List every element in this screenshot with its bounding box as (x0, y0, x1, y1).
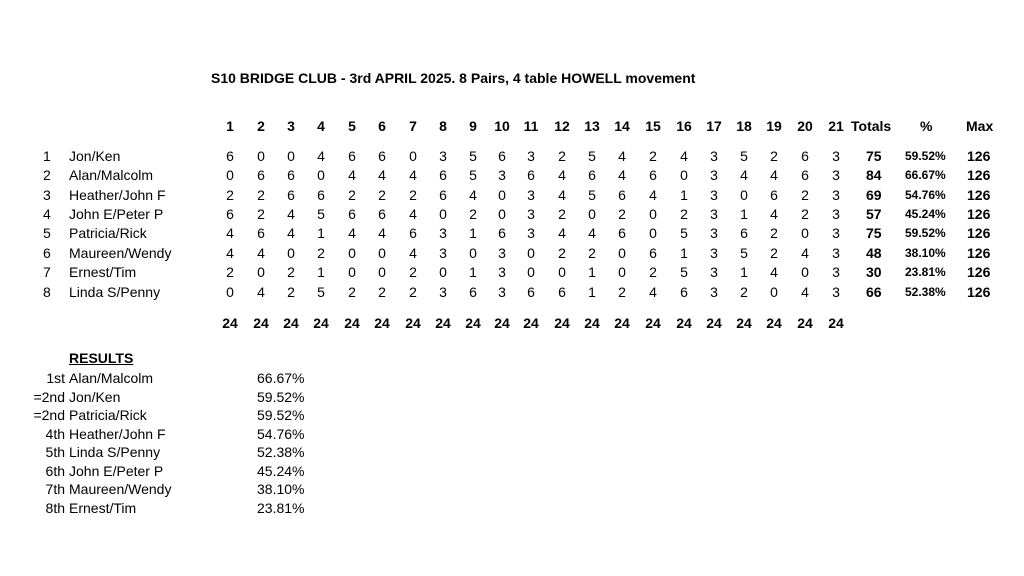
score-cell: 2 (588, 245, 596, 261)
score-cell: 2 (226, 187, 234, 203)
score-cell: 2 (770, 225, 778, 241)
column-header: 15 (645, 118, 661, 134)
results-title: RESULTS (69, 350, 134, 366)
pair-name: Ernest/Tim (69, 264, 137, 280)
score-cell: 6 (649, 167, 657, 183)
result-place: =2nd (33, 407, 65, 423)
row-percent: 45.24% (905, 207, 946, 221)
score-cell: 2 (348, 284, 356, 300)
row-max: 126 (967, 187, 991, 203)
column-header: 3 (287, 118, 295, 134)
row-total: 84 (866, 167, 882, 183)
score-cell: 0 (469, 245, 477, 261)
row-max: 126 (967, 264, 991, 280)
score-cell: 2 (287, 264, 295, 280)
score-cell: 6 (348, 148, 356, 164)
score-cell: 2 (558, 206, 566, 222)
score-cell: 2 (801, 187, 809, 203)
score-cell: 2 (378, 187, 386, 203)
score-cell: 4 (740, 167, 748, 183)
score-cell: 2 (558, 245, 566, 261)
column-total: 24 (222, 315, 238, 331)
row-total: 66 (866, 284, 882, 300)
column-header: 9 (469, 118, 477, 134)
score-cell: 4 (409, 206, 417, 222)
pair-name: Heather/John F (69, 187, 166, 203)
row-percent: 54.76% (905, 188, 946, 202)
score-cell: 3 (527, 206, 535, 222)
column-total: 24 (676, 315, 692, 331)
score-cell: 2 (801, 206, 809, 222)
column-total: 24 (374, 315, 390, 331)
score-cell: 4 (378, 225, 386, 241)
score-cell: 3 (710, 264, 718, 280)
score-cell: 2 (317, 245, 325, 261)
score-cell: 2 (257, 187, 265, 203)
column-total: 24 (494, 315, 510, 331)
score-cell: 6 (287, 167, 295, 183)
row-total: 75 (866, 148, 882, 164)
column-total: 24 (828, 315, 844, 331)
score-cell: 2 (469, 206, 477, 222)
row-percent: 66.67% (905, 168, 946, 182)
score-cell: 0 (770, 284, 778, 300)
score-cell: 0 (226, 284, 234, 300)
score-cell: 4 (588, 225, 596, 241)
score-cell: 0 (527, 264, 535, 280)
score-cell: 3 (832, 206, 840, 222)
score-cell: 3 (527, 148, 535, 164)
score-cell: 4 (770, 206, 778, 222)
row-max: 126 (967, 148, 991, 164)
result-place: 1st (46, 370, 65, 386)
score-cell: 5 (317, 284, 325, 300)
score-cell: 6 (257, 167, 265, 183)
score-cell: 4 (287, 225, 295, 241)
score-cell: 3 (439, 245, 447, 261)
score-cell: 1 (740, 264, 748, 280)
score-cell: 4 (257, 284, 265, 300)
column-total: 24 (766, 315, 782, 331)
score-cell: 6 (348, 206, 356, 222)
result-name: Alan/Malcolm (69, 370, 154, 386)
score-cell: 3 (832, 264, 840, 280)
score-cell: 4 (226, 225, 234, 241)
score-cell: 6 (649, 245, 657, 261)
score-cell: 2 (409, 187, 417, 203)
score-cell: 2 (649, 148, 657, 164)
score-cell: 3 (439, 148, 447, 164)
score-cell: 2 (770, 245, 778, 261)
score-cell: 3 (498, 167, 506, 183)
column-total: 24 (405, 315, 421, 331)
score-cell: 0 (226, 167, 234, 183)
column-total: 24 (645, 315, 661, 331)
score-cell: 4 (558, 167, 566, 183)
score-cell: 3 (832, 167, 840, 183)
score-cell: 2 (226, 264, 234, 280)
score-cell: 6 (618, 187, 626, 203)
score-cell: 4 (618, 148, 626, 164)
score-cell: 2 (378, 284, 386, 300)
pair-name: Jon/Ken (69, 148, 121, 164)
row-position: 1 (43, 148, 51, 164)
score-cell: 0 (588, 206, 596, 222)
score-cell: 4 (558, 187, 566, 203)
pair-name: Alan/Malcolm (69, 167, 154, 183)
score-cell: 3 (832, 245, 840, 261)
score-cell: 6 (378, 148, 386, 164)
score-cell: 6 (498, 148, 506, 164)
score-cell: 0 (439, 264, 447, 280)
column-header: 1 (226, 118, 234, 134)
column-header: 17 (706, 118, 722, 134)
score-cell: 2 (680, 206, 688, 222)
column-total: 24 (554, 315, 570, 331)
score-cell: 3 (832, 187, 840, 203)
row-max: 126 (967, 284, 991, 300)
score-cell: 5 (317, 206, 325, 222)
column-total: 24 (736, 315, 752, 331)
score-cell: 6 (257, 225, 265, 241)
row-position: 8 (43, 284, 51, 300)
score-cell: 1 (317, 264, 325, 280)
result-percent: 59.52% (257, 407, 305, 423)
score-cell: 4 (409, 167, 417, 183)
max-header: Max (966, 118, 994, 134)
score-cell: 3 (710, 148, 718, 164)
score-cell: 0 (257, 148, 265, 164)
score-cell: 6 (226, 206, 234, 222)
column-header: 7 (409, 118, 417, 134)
score-cell: 5 (469, 148, 477, 164)
column-header: 18 (736, 118, 752, 134)
score-cell: 3 (439, 225, 447, 241)
score-cell: 4 (801, 284, 809, 300)
score-cell: 4 (287, 206, 295, 222)
column-header: 19 (766, 118, 782, 134)
pair-name: Patricia/Rick (69, 225, 147, 241)
score-cell: 2 (348, 187, 356, 203)
row-position: 6 (43, 245, 51, 261)
score-cell: 4 (378, 167, 386, 183)
result-percent: 54.76% (257, 426, 305, 442)
column-header: 4 (317, 118, 325, 134)
score-cell: 1 (469, 264, 477, 280)
result-percent: 38.10% (257, 481, 305, 497)
score-cell: 1 (588, 284, 596, 300)
column-header: 2 (257, 118, 265, 134)
score-cell: 4 (469, 187, 477, 203)
score-cell: 6 (558, 284, 566, 300)
row-position: 7 (43, 264, 51, 280)
result-place: 8th (45, 500, 65, 516)
column-header: 16 (676, 118, 692, 134)
score-cell: 5 (740, 245, 748, 261)
score-cell: 2 (618, 206, 626, 222)
result-percent: 52.38% (257, 444, 305, 460)
result-place: 7th (45, 481, 65, 497)
column-total: 24 (797, 315, 813, 331)
result-name: Jon/Ken (69, 389, 121, 405)
score-cell: 4 (348, 225, 356, 241)
row-percent: 52.38% (905, 285, 946, 299)
column-header: 5 (348, 118, 356, 134)
score-cell: 6 (770, 187, 778, 203)
score-cell: 5 (680, 264, 688, 280)
score-cell: 6 (287, 187, 295, 203)
score-cell: 6 (527, 167, 535, 183)
score-cell: 4 (649, 187, 657, 203)
pair-name: Maureen/Wendy (69, 245, 172, 261)
totals-header: Totals (851, 118, 892, 134)
score-cell: 0 (558, 264, 566, 280)
score-cell: 4 (317, 148, 325, 164)
score-cell: 3 (710, 167, 718, 183)
score-cell: 4 (226, 245, 234, 261)
row-total: 69 (866, 187, 882, 203)
result-name: John E/Peter P (69, 463, 164, 479)
score-cell: 3 (832, 225, 840, 241)
column-total: 24 (465, 315, 481, 331)
column-header: 13 (584, 118, 600, 134)
column-total: 24 (614, 315, 630, 331)
result-place: 4th (45, 426, 65, 442)
score-cell: 6 (439, 167, 447, 183)
score-cell: 1 (680, 187, 688, 203)
score-cell: 2 (770, 148, 778, 164)
score-cell: 6 (378, 206, 386, 222)
result-percent: 23.81% (257, 500, 305, 516)
score-cell: 1 (680, 245, 688, 261)
result-percent: 66.67% (257, 370, 305, 386)
column-header: 14 (614, 118, 630, 134)
score-cell: 2 (740, 284, 748, 300)
score-cell: 0 (649, 206, 657, 222)
score-cell: 3 (498, 264, 506, 280)
score-cell: 6 (498, 225, 506, 241)
pair-name: John E/Peter P (69, 206, 164, 222)
score-cell: 3 (832, 148, 840, 164)
score-cell: 1 (317, 225, 325, 241)
result-place: =2nd (33, 389, 65, 405)
score-cell: 6 (740, 225, 748, 241)
score-cell: 6 (588, 167, 596, 183)
score-cell: 6 (317, 187, 325, 203)
score-cell: 3 (710, 225, 718, 241)
score-cell: 2 (287, 284, 295, 300)
score-cell: 4 (770, 264, 778, 280)
score-cell: 0 (740, 187, 748, 203)
score-cell: 0 (257, 264, 265, 280)
column-total: 24 (344, 315, 360, 331)
row-position: 2 (43, 167, 51, 183)
pair-name: Linda S/Penny (69, 284, 161, 300)
column-header: 12 (554, 118, 570, 134)
score-cell: 0 (618, 245, 626, 261)
score-cell: 0 (801, 225, 809, 241)
column-header: 10 (494, 118, 510, 134)
row-max: 126 (967, 225, 991, 241)
score-cell: 3 (498, 245, 506, 261)
score-cell: 0 (348, 245, 356, 261)
row-total: 30 (866, 264, 882, 280)
column-total: 24 (283, 315, 299, 331)
row-percent: 59.52% (905, 149, 946, 163)
column-total: 24 (253, 315, 269, 331)
score-cell: 6 (801, 148, 809, 164)
score-cell: 4 (680, 148, 688, 164)
score-cell: 4 (649, 284, 657, 300)
score-cell: 6 (469, 284, 477, 300)
score-cell: 2 (409, 264, 417, 280)
score-cell: 0 (680, 167, 688, 183)
score-cell: 4 (618, 167, 626, 183)
row-percent: 38.10% (905, 246, 946, 260)
score-cell: 3 (710, 245, 718, 261)
score-cell: 0 (649, 225, 657, 241)
score-cell: 2 (649, 264, 657, 280)
column-total: 24 (584, 315, 600, 331)
score-cell: 3 (710, 284, 718, 300)
score-cell: 1 (469, 225, 477, 241)
row-max: 126 (967, 206, 991, 222)
row-position: 3 (43, 187, 51, 203)
score-cell: 4 (348, 167, 356, 183)
percent-header: % (920, 118, 933, 134)
column-total: 24 (313, 315, 329, 331)
row-total: 57 (866, 206, 882, 222)
column-header: 6 (378, 118, 386, 134)
score-cell: 6 (226, 148, 234, 164)
score-cell: 1 (588, 264, 596, 280)
row-max: 126 (967, 167, 991, 183)
row-position: 5 (43, 225, 51, 241)
score-cell: 5 (588, 187, 596, 203)
score-cell: 5 (588, 148, 596, 164)
score-cell: 4 (558, 225, 566, 241)
result-name: Ernest/Tim (69, 500, 137, 516)
row-max: 126 (967, 245, 991, 261)
column-total: 24 (435, 315, 451, 331)
score-cell: 0 (409, 148, 417, 164)
column-header: 21 (828, 118, 844, 134)
score-cell: 2 (257, 206, 265, 222)
result-percent: 59.52% (257, 389, 305, 405)
score-cell: 5 (740, 148, 748, 164)
column-header: 11 (523, 118, 539, 134)
row-position: 4 (43, 206, 51, 222)
score-cell: 0 (498, 187, 506, 203)
result-name: Patricia/Rick (69, 407, 147, 423)
result-name: Linda S/Penny (69, 444, 161, 460)
score-cell: 3 (710, 206, 718, 222)
score-cell: 4 (801, 245, 809, 261)
score-cell: 0 (378, 245, 386, 261)
score-cell: 4 (409, 245, 417, 261)
score-cell: 0 (439, 206, 447, 222)
score-cell: 3 (832, 284, 840, 300)
page-title: S10 BRIDGE CLUB - 3rd APRIL 2025. 8 Pairs, 4 table HOWELL movement (211, 70, 696, 86)
score-cell: 6 (680, 284, 688, 300)
result-place: 6th (45, 463, 65, 479)
score-cell: 3 (498, 284, 506, 300)
column-header: 20 (797, 118, 813, 134)
score-cell: 0 (801, 264, 809, 280)
score-cell: 3 (710, 187, 718, 203)
score-cell: 5 (469, 167, 477, 183)
score-cell: 6 (801, 167, 809, 183)
row-percent: 23.81% (905, 265, 946, 279)
result-name: Heather/John F (69, 426, 166, 442)
score-cell: 0 (527, 245, 535, 261)
score-cell: 4 (770, 167, 778, 183)
result-place: 5th (45, 444, 65, 460)
score-cell: 5 (680, 225, 688, 241)
score-cell: 4 (257, 245, 265, 261)
score-cell: 2 (558, 148, 566, 164)
row-percent: 59.52% (905, 226, 946, 240)
score-cell: 6 (409, 225, 417, 241)
score-cell: 0 (618, 264, 626, 280)
result-name: Maureen/Wendy (69, 481, 172, 497)
score-cell: 0 (378, 264, 386, 280)
column-header: 8 (439, 118, 447, 134)
score-cell: 0 (317, 167, 325, 183)
score-cell: 0 (287, 245, 295, 261)
score-cell: 6 (527, 284, 535, 300)
score-cell: 0 (498, 206, 506, 222)
score-cell: 3 (527, 187, 535, 203)
result-percent: 45.24% (257, 463, 305, 479)
score-cell: 3 (439, 284, 447, 300)
score-cell: 6 (439, 187, 447, 203)
score-cell: 0 (287, 148, 295, 164)
column-total: 24 (706, 315, 722, 331)
row-total: 75 (866, 225, 882, 241)
score-cell: 2 (409, 284, 417, 300)
score-cell: 3 (527, 225, 535, 241)
column-total: 24 (523, 315, 539, 331)
score-cell: 0 (348, 264, 356, 280)
score-cell: 6 (618, 225, 626, 241)
score-cell: 1 (740, 206, 748, 222)
score-cell: 2 (618, 284, 626, 300)
row-total: 48 (866, 245, 882, 261)
